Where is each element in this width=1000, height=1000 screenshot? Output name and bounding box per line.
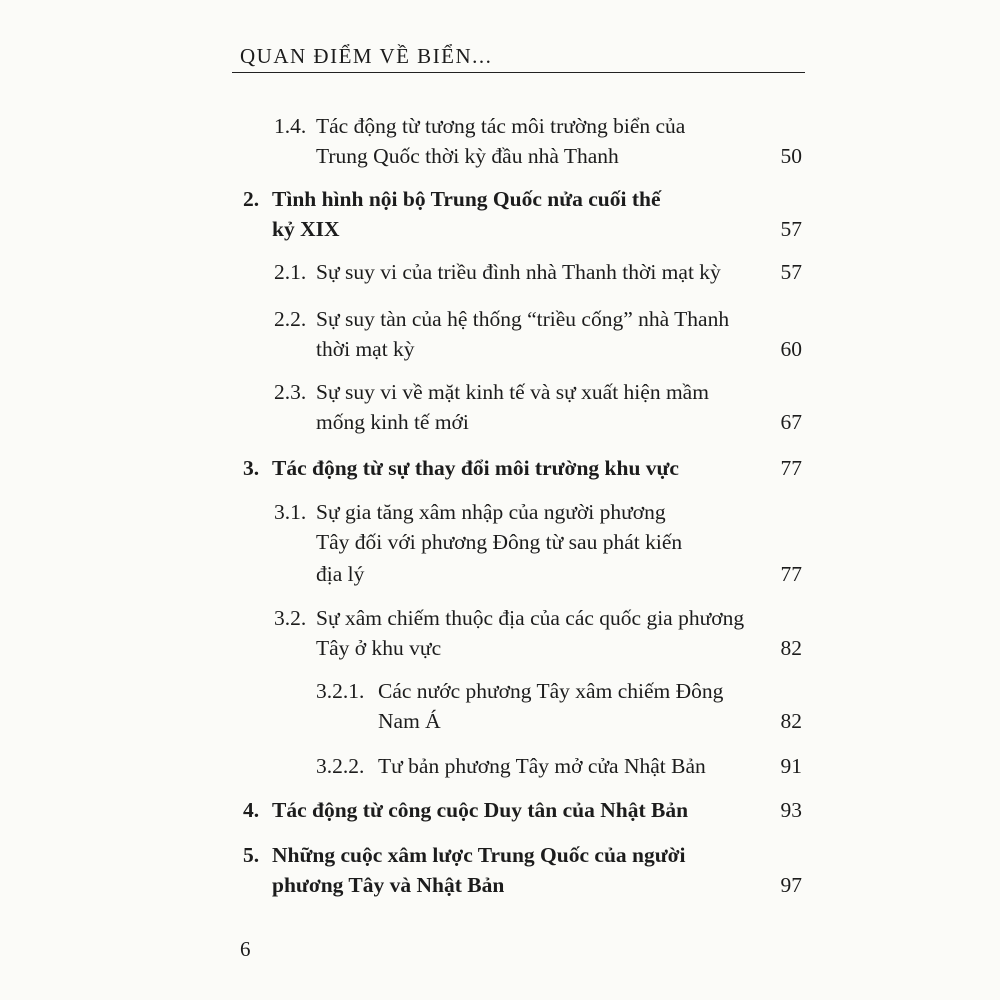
toc-page-number: 97	[780, 873, 802, 897]
toc-page-number: 77	[780, 456, 802, 480]
toc-title-line: Tác động từ công cuộc Duy tân của Nhật Bản	[272, 798, 689, 822]
toc-title-line: Sự suy vi của triều đình nhà Thanh thời mạt kỳ	[316, 260, 721, 284]
toc-title-line: Những cuộc xâm lược Trung Quốc của người	[272, 843, 686, 867]
toc-page-number: 77	[780, 562, 802, 586]
toc-label: 5.	[243, 843, 260, 867]
toc-title-line: Các nước phương Tây xâm chiếm Đông	[378, 679, 724, 703]
toc-page-number: 82	[780, 636, 802, 660]
toc-title-line: Tây đối với phương Đông từ sau phát kiến	[316, 530, 683, 554]
toc-page-number: 91	[780, 754, 802, 778]
toc-label: 3.	[243, 456, 260, 480]
header-rule	[232, 72, 805, 73]
toc-page-number: 82	[780, 709, 802, 733]
toc-label: 3.1.	[274, 500, 307, 524]
toc-title-line: Sự suy tàn của hệ thống “triều cống” nhà Thanh	[316, 307, 730, 331]
toc-title-line: Trung Quốc thời kỳ đầu nhà Thanh	[316, 144, 619, 168]
toc-page-number: 57	[780, 217, 802, 241]
toc-title-line: địa lý	[316, 562, 365, 586]
toc-title-line: Tư bản phương Tây mở cửa Nhật Bản	[378, 754, 706, 778]
toc-title-line: Sự gia tăng xâm nhập của người phương	[316, 500, 666, 524]
running-head: QUAN ĐIỂM VỀ BIỂN...	[240, 44, 493, 68]
toc-title-line: Sự xâm chiếm thuộc địa của các quốc gia phương	[316, 606, 745, 630]
toc-label: 3.2.2.	[316, 754, 365, 778]
toc-label: 2.1.	[274, 260, 307, 284]
toc-title-line: mống kinh tế mới	[316, 410, 469, 434]
toc-title-line: Tây ở khu vực	[316, 636, 442, 660]
toc-title-line: Tình hình nội bộ Trung Quốc nửa cuối thế	[272, 187, 661, 211]
toc-title-line: phương Tây và Nhật Bản	[272, 873, 505, 897]
toc-title-line: Tác động từ tương tác môi trường biển của	[316, 114, 686, 138]
toc-title-line: Tác động từ sự thay đổi môi trường khu vực	[272, 456, 679, 480]
toc-page-number: 57	[780, 260, 802, 284]
toc-title-line: Sự suy vi về mặt kinh tế và sự xuất hiện mầm	[316, 380, 709, 404]
toc-title-line: kỷ XIX	[272, 217, 340, 241]
toc-label: 2.	[243, 187, 260, 211]
toc-page-number: 60	[780, 337, 802, 361]
toc-title-line: Nam Á	[378, 709, 441, 733]
toc-label: 4.	[243, 798, 260, 822]
toc-label: 2.2.	[274, 307, 307, 331]
toc-page-number: 67	[780, 410, 802, 434]
toc-label: 3.2.	[274, 606, 307, 630]
toc-title-line: thời mạt kỳ	[316, 337, 415, 361]
toc-label: 3.2.1.	[316, 679, 365, 703]
toc-label: 1.4.	[274, 114, 307, 138]
toc-page-number: 93	[780, 798, 802, 822]
toc-page-number: 50	[780, 144, 802, 168]
toc-label: 2.3.	[274, 380, 307, 404]
page-folio: 6	[240, 937, 251, 961]
